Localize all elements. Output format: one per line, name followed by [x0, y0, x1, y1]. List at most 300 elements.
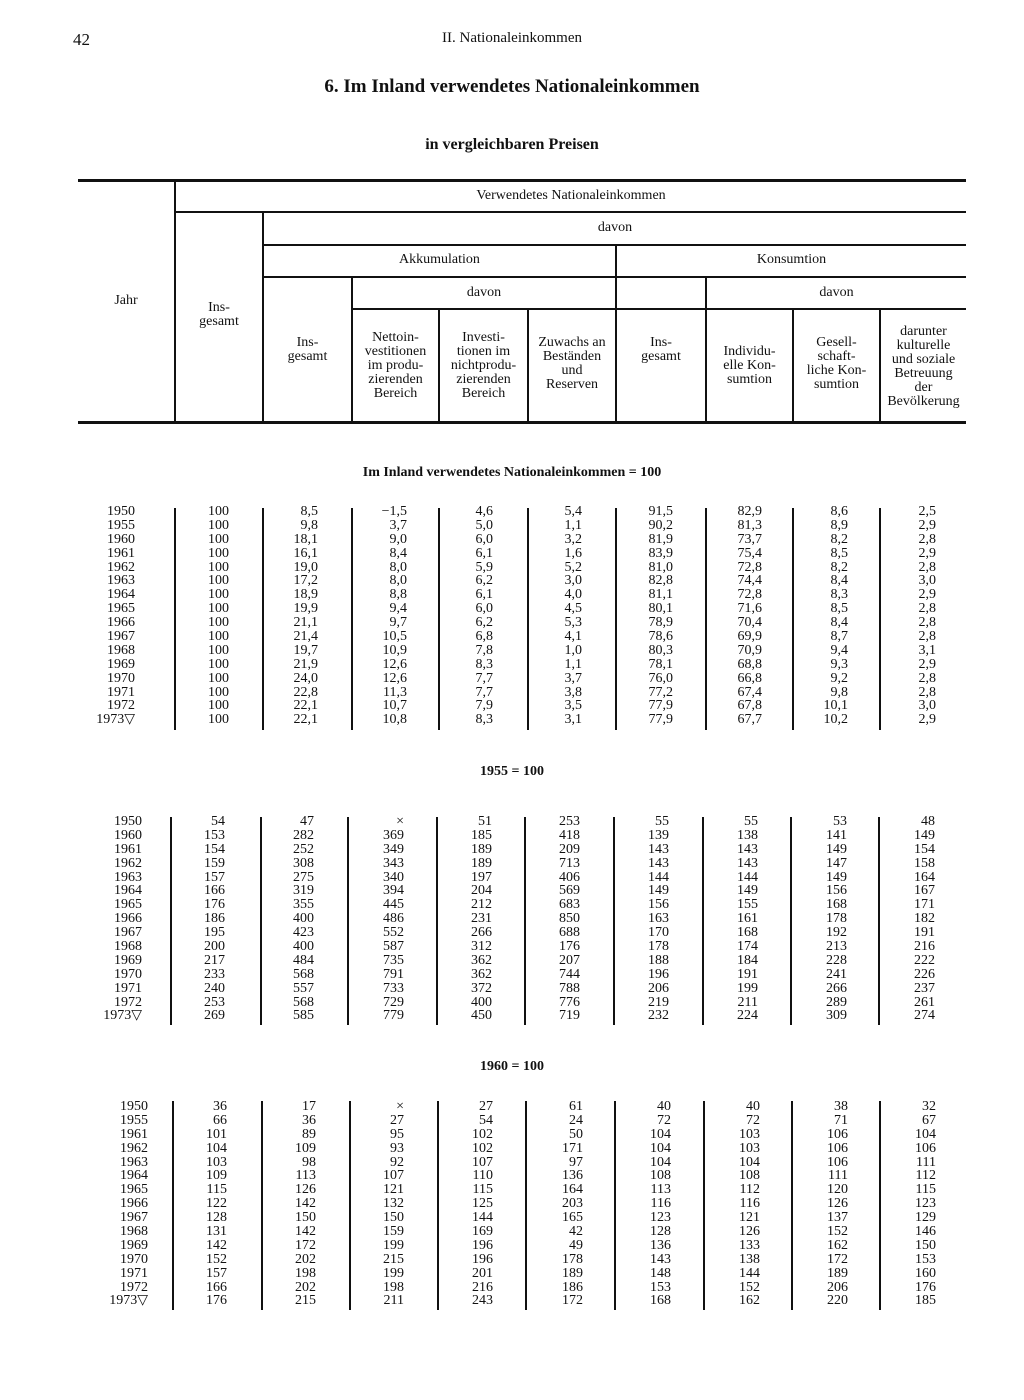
table-cell: 5,9 — [475, 559, 493, 575]
table-cell: 74,4 — [737, 573, 762, 589]
table-cell: 10,8 — [382, 712, 407, 728]
year-cell: 1955 — [120, 1112, 148, 1128]
table-cell: 253 — [559, 814, 580, 829]
table-cell: 149 — [826, 841, 847, 857]
table-cell: 100 — [208, 517, 229, 533]
table-cell: 104 — [206, 1140, 227, 1156]
year-cell: 1967 — [120, 1210, 148, 1226]
table-cell: 111 — [828, 1168, 848, 1184]
table-cell: 5,2 — [564, 559, 582, 575]
table-cell: 355 — [293, 897, 314, 913]
table-cell: 93 — [390, 1140, 404, 1156]
table-cell: 102 — [472, 1140, 493, 1156]
year-cell: 1967 — [114, 925, 142, 941]
year-cell: 1965 — [107, 601, 135, 617]
table-cell: 77,9 — [648, 698, 673, 714]
table-cell: 2,8 — [918, 615, 936, 631]
table-cell: 70,9 — [737, 642, 762, 658]
table-cell: 122 — [206, 1196, 227, 1212]
table-cell: 18,9 — [293, 587, 318, 603]
table-cell: 70,4 — [737, 615, 762, 631]
table-cell: 349 — [383, 841, 404, 857]
table-cell: 107 — [383, 1168, 404, 1184]
table-cell: 220 — [827, 1293, 848, 1309]
table-cell: 423 — [293, 925, 314, 941]
table-cell: 76,0 — [648, 670, 673, 686]
year-cell: 1966 — [120, 1196, 148, 1212]
table-cell: 100 — [208, 670, 229, 686]
table-cell: 157 — [204, 869, 225, 885]
header-darunter: darunter kulturelle und soziale Betreuung der Bevölkerung — [887, 324, 960, 409]
table-cell: 54 — [211, 814, 225, 829]
table-cell: 48 — [921, 814, 935, 829]
year-column — [88, 1100, 148, 1308]
table-cell: 776 — [559, 994, 580, 1010]
table-cell: 136 — [562, 1168, 583, 1184]
table-cell: 27 — [390, 1112, 404, 1128]
table-cell: 203 — [562, 1196, 583, 1212]
table-cell: 289 — [826, 994, 847, 1010]
table-cell: 81,1 — [648, 587, 673, 603]
year-cell: 1963 — [120, 1154, 148, 1170]
table-cell: 2,9 — [918, 656, 936, 672]
kulturelle-column — [876, 505, 936, 727]
table-cell: 100 — [208, 573, 229, 589]
table-cell: 22,1 — [293, 698, 318, 714]
table-cell: 9,0 — [389, 531, 407, 547]
table-cell: 176 — [915, 1279, 936, 1295]
table-cell: 80,3 — [648, 642, 673, 658]
table-cell: 69,9 — [737, 629, 762, 645]
table-cell: 791 — [383, 966, 404, 982]
table-cell: 77,2 — [648, 684, 673, 700]
year-cell: 1950 — [107, 504, 135, 519]
table-cell: 161 — [737, 911, 758, 927]
table-cell: 8,9 — [830, 517, 848, 533]
header-insgesamt-kons: Ins- gesamt — [641, 335, 681, 364]
table-cell: 109 — [206, 1168, 227, 1184]
table-cell: 98 — [302, 1154, 316, 1170]
table-cell: 152 — [206, 1251, 227, 1267]
table-cell: 1,1 — [564, 656, 582, 672]
table-cell: 199 — [383, 1237, 404, 1253]
year-cell: 1970 — [107, 670, 135, 686]
table-cell: 176 — [559, 939, 580, 955]
table-cell: 217 — [204, 952, 225, 968]
table-cell: 729 — [383, 994, 404, 1010]
table-cell: 66,8 — [737, 670, 762, 686]
table-cell: 191 — [737, 966, 758, 982]
table-cell: 50 — [569, 1126, 583, 1142]
table-cell: 104 — [650, 1126, 671, 1142]
header-nettoinvestitionen: Nettoin- vestitionen im produ- zierenden Bereich — [364, 330, 427, 401]
table-cell: 100 — [208, 531, 229, 547]
table-cell: 168 — [737, 925, 758, 941]
table-cell: 121 — [383, 1182, 404, 1198]
table-cell: 568 — [293, 994, 314, 1010]
table-cell: 153 — [204, 827, 225, 843]
table-cell: 201 — [472, 1265, 493, 1281]
table-cell: 149 — [914, 827, 935, 843]
table-cell: 9,7 — [389, 615, 407, 631]
table-cell: 8,4 — [830, 615, 848, 631]
table-cell: 11,3 — [383, 684, 407, 700]
table-cell: 2,9 — [918, 712, 936, 728]
header-rule-davon-sub — [352, 308, 966, 310]
table-cell: 36 — [213, 1099, 227, 1114]
table-cell: 67,4 — [737, 684, 762, 700]
table-cell: 148 — [650, 1265, 671, 1281]
table-cell: 112 — [739, 1182, 760, 1198]
table-cell: 196 — [472, 1237, 493, 1253]
table-cell: 8,5 — [830, 545, 848, 561]
individuelle-column — [700, 1100, 760, 1308]
table-cell: 400 — [471, 994, 492, 1010]
table-cell: 108 — [650, 1168, 671, 1184]
table-cell: 154 — [204, 841, 225, 857]
year-cell: 1961 — [120, 1126, 148, 1142]
table-cell: 206 — [648, 980, 669, 996]
table-cell: 199 — [737, 980, 758, 996]
table-cell: 369 — [383, 827, 404, 843]
year-cell: 1968 — [114, 939, 142, 955]
nettoinvestitionen-column — [344, 815, 404, 1023]
table-cell: 1,6 — [564, 545, 582, 561]
year-cell: 1962 — [107, 559, 135, 575]
section-title-1955: 1955 = 100 — [480, 764, 544, 779]
year-column — [82, 815, 142, 1023]
table-cell: 197 — [471, 869, 492, 885]
table-cell: 97 — [569, 1154, 583, 1170]
table-cell: 77,9 — [648, 712, 673, 728]
table-cell: 132 — [383, 1196, 404, 1212]
table-cell: 24,0 — [293, 670, 318, 686]
table-cell: 196 — [648, 966, 669, 982]
table-cell: 4,5 — [564, 601, 582, 617]
table-cell: 243 — [472, 1293, 493, 1309]
table-cell: 38 — [834, 1099, 848, 1114]
table-cell: 237 — [914, 980, 935, 996]
table-cell: 101 — [206, 1126, 227, 1142]
table-cell: 3,0 — [564, 573, 582, 589]
table-cell: 713 — [559, 855, 580, 871]
table-cell: 72 — [746, 1112, 760, 1128]
table-cell: 67,7 — [737, 712, 762, 728]
individuelle-column — [698, 815, 758, 1023]
table-cell: 207 — [559, 952, 580, 968]
table-cell: 266 — [471, 925, 492, 941]
table-cell: 137 — [827, 1210, 848, 1226]
table-cell: 91,5 — [648, 504, 673, 519]
kons-insgesamt-column — [611, 1100, 671, 1308]
table-cell: 226 — [914, 966, 935, 982]
table-cell: 9,4 — [389, 601, 407, 617]
table-cell: 282 — [293, 827, 314, 843]
table-cell: 8,0 — [389, 559, 407, 575]
table-cell: 128 — [206, 1210, 227, 1226]
table-cell: 100 — [208, 712, 229, 728]
table-cell: 103 — [206, 1154, 227, 1170]
table-cell: 219 — [648, 994, 669, 1010]
table-cell: 8,7 — [830, 629, 848, 645]
year-cell: 1973▽ — [103, 1008, 142, 1024]
year-cell: 1961 — [107, 545, 135, 561]
table-cell: 100 — [208, 504, 229, 519]
table-cell: 585 — [293, 1008, 314, 1024]
page-number: 42 — [73, 30, 90, 49]
table-cell: 157 — [206, 1265, 227, 1281]
table-cell: 16,1 — [293, 545, 318, 561]
table-cell: 19,7 — [293, 642, 318, 658]
table-cell: 189 — [471, 855, 492, 871]
table-cell: 9,2 — [830, 670, 848, 686]
table-cell: 1,1 — [564, 517, 582, 533]
table-cell: 587 — [383, 939, 404, 955]
table-cell: 2,9 — [918, 545, 936, 561]
table-cell: 142 — [206, 1237, 227, 1253]
table-cell: 171 — [562, 1140, 583, 1156]
table-cell: 78,9 — [648, 615, 673, 631]
table-cell: 54 — [479, 1112, 493, 1128]
year-cell: 1950 — [114, 814, 142, 829]
table-cell: 165 — [562, 1210, 583, 1226]
table-cell: 7,8 — [475, 642, 493, 658]
table-cell: 159 — [204, 855, 225, 871]
table-cell: 154 — [914, 841, 935, 857]
table-cell: 152 — [739, 1279, 760, 1295]
header-insgesamt-akk: Ins- gesamt — [287, 335, 328, 364]
table-cell: 6,1 — [475, 545, 493, 561]
table-cell: 486 — [383, 911, 404, 927]
table-cell: 309 — [826, 1008, 847, 1024]
table-cell: 53 — [833, 814, 847, 829]
table-cell: 362 — [471, 966, 492, 982]
table-cell: 198 — [383, 1279, 404, 1295]
table-cell: 143 — [648, 841, 669, 857]
table-cell: 100 — [208, 684, 229, 700]
table-cell: 176 — [204, 897, 225, 913]
table-cell: 312 — [471, 939, 492, 955]
table-cell: 9,4 — [830, 642, 848, 658]
table-cell: 450 — [471, 1008, 492, 1024]
table-cell: 142 — [295, 1224, 316, 1240]
table-cell: 100 — [208, 698, 229, 714]
table-cell: 144 — [737, 869, 758, 885]
year-cell: 1972 — [120, 1279, 148, 1295]
table-cell: 156 — [826, 883, 847, 899]
table-cell: 231 — [471, 911, 492, 927]
table-cell: 8,6 — [830, 504, 848, 519]
table-cell: 75,4 — [737, 545, 762, 561]
insgesamt-column — [167, 1100, 227, 1308]
table-cell: 552 — [383, 925, 404, 941]
table-cell: 192 — [826, 925, 847, 941]
table-cell: 49 — [569, 1237, 583, 1253]
table-cell: 228 — [826, 952, 847, 968]
table-cell: 83,9 — [648, 545, 673, 561]
table-cell: 131 — [206, 1224, 227, 1240]
table-cell: 100 — [208, 601, 229, 617]
table-cell: 735 — [383, 952, 404, 968]
investitionen-column — [432, 815, 492, 1023]
table-cell: 21,9 — [293, 656, 318, 672]
table-cell: 241 — [826, 966, 847, 982]
table-cell: 406 — [559, 869, 580, 885]
nettoinvestitionen-column — [347, 505, 407, 727]
table-cell: 10,2 — [823, 712, 848, 728]
table-cell: 125 — [472, 1196, 493, 1212]
table-cell: 133 — [739, 1237, 760, 1253]
table-cell: 126 — [739, 1224, 760, 1240]
table-cell: 19,0 — [293, 559, 318, 575]
table-cell: 178 — [826, 911, 847, 927]
table-cell: 6,0 — [475, 601, 493, 617]
header-akkumulation: Akkumulation — [399, 252, 480, 267]
year-cell: 1965 — [120, 1182, 148, 1198]
table-cell: 167 — [914, 883, 935, 899]
table-cell: 12,6 — [382, 670, 407, 686]
table-cell: 215 — [295, 1293, 316, 1309]
table-cell: 195 — [204, 925, 225, 941]
table-cell: 144 — [648, 869, 669, 885]
table-cell: 779 — [383, 1008, 404, 1024]
table-cell: 120 — [827, 1182, 848, 1198]
year-cell: 1973▽ — [96, 712, 135, 728]
insgesamt-column — [165, 815, 225, 1023]
table-cell: 557 — [293, 980, 314, 996]
table-cell: 7,7 — [475, 670, 493, 686]
table-subtitle: in vergleichbaren Preisen — [425, 136, 599, 153]
nettoinvestitionen-column — [344, 1100, 404, 1308]
header-vrule — [262, 212, 264, 421]
table-cell: 362 — [471, 952, 492, 968]
year-cell: 1970 — [114, 966, 142, 982]
year-cell: 1966 — [114, 911, 142, 927]
table-cell: 106 — [827, 1154, 848, 1170]
table-cell: 308 — [293, 855, 314, 871]
table-cell: 142 — [295, 1196, 316, 1212]
table-cell: 211 — [383, 1293, 404, 1309]
table-cell: 143 — [737, 855, 758, 871]
year-cell: 1969 — [107, 656, 135, 672]
table-cell: 683 — [559, 897, 580, 913]
kulturelle-column — [875, 815, 935, 1023]
table-cell: 2,8 — [918, 629, 936, 645]
year-cell: 1963 — [107, 573, 135, 589]
table-cell: 143 — [737, 841, 758, 857]
table-cell: × — [396, 1099, 404, 1114]
table-cell: 3,1 — [564, 712, 582, 728]
table-cell: 8,0 — [389, 573, 407, 589]
table-cell: 150 — [295, 1210, 316, 1226]
table-cell: 82,8 — [648, 573, 673, 589]
table-cell: 3,7 — [389, 517, 407, 533]
table-cell: 484 — [293, 952, 314, 968]
table-cell: 78,1 — [648, 656, 673, 672]
table-cell: 3,0 — [918, 573, 936, 589]
table-cell: 274 — [914, 1008, 935, 1024]
year-cell: 1962 — [120, 1140, 148, 1156]
table-cell: 116 — [650, 1196, 671, 1212]
table-cell: 143 — [650, 1251, 671, 1267]
table-cell: 21,4 — [293, 629, 318, 645]
table-cell: 100 — [208, 559, 229, 575]
year-cell: 1964 — [107, 587, 135, 603]
table-cell: 5,4 — [564, 504, 582, 519]
table-cell: 8,3 — [475, 656, 493, 672]
table-cell: 149 — [648, 883, 669, 899]
year-cell: 1960 — [107, 531, 135, 547]
zuwachs-column — [522, 505, 582, 727]
header-jahr: Jahr — [114, 293, 138, 308]
kons-insgesamt-column — [609, 815, 669, 1023]
table-cell: 8,8 — [389, 587, 407, 603]
year-cell: 1962 — [114, 855, 142, 871]
table-cell: 47 — [300, 814, 314, 829]
table-cell: 5,3 — [564, 615, 582, 631]
table-cell: 100 — [208, 629, 229, 645]
table-cell: 445 — [383, 897, 404, 913]
table-cell: 108 — [739, 1168, 760, 1184]
table-cell: 569 — [559, 883, 580, 899]
table-cell: 112 — [915, 1168, 936, 1184]
table-cell: 3,2 — [564, 531, 582, 547]
table-cell: 100 — [208, 587, 229, 603]
table-cell: 3,8 — [564, 684, 582, 700]
table-cell: 9,8 — [300, 517, 318, 533]
table-cell: 67 — [922, 1112, 936, 1128]
table-cell: 115 — [472, 1182, 493, 1198]
table-cell: 232 — [648, 1008, 669, 1024]
table-cell: 6,1 — [475, 587, 493, 603]
table-cell: 202 — [295, 1279, 316, 1295]
table-cell: 10,7 — [382, 698, 407, 714]
table-cell: 178 — [648, 939, 669, 955]
gesellschaftliche-column — [788, 505, 848, 727]
kulturelle-column — [876, 1100, 936, 1308]
table-cell: 126 — [295, 1182, 316, 1198]
year-cell: 1960 — [114, 827, 142, 843]
table-cell: 68,8 — [737, 656, 762, 672]
table-cell: 146 — [915, 1224, 936, 1240]
gesellschaftliche-column — [787, 815, 847, 1023]
table-cell: 189 — [827, 1265, 848, 1281]
table-cell: 216 — [914, 939, 935, 955]
table-cell: 2,5 — [918, 504, 936, 519]
table-cell: 103 — [739, 1126, 760, 1142]
table-cell: 72,8 — [737, 587, 762, 603]
zuwachs-column — [523, 1100, 583, 1308]
table-cell: −1,5 — [381, 504, 407, 519]
table-cell: 153 — [650, 1279, 671, 1295]
table-cell: 6,8 — [475, 629, 493, 645]
table-cell: 72,8 — [737, 559, 762, 575]
table-cell: 164 — [562, 1182, 583, 1198]
table-cell: 113 — [295, 1168, 316, 1184]
header-rule-verwendetes — [175, 211, 966, 213]
table-cell: 12,6 — [382, 656, 407, 672]
table-cell: 81,9 — [648, 531, 673, 547]
year-cell: 1966 — [107, 615, 135, 631]
table-cell: 10,1 — [823, 698, 848, 714]
header-gesellschaftliche: Gesell- schaft- liche Kon- sumtion — [806, 335, 867, 392]
table-cell: 172 — [562, 1293, 583, 1309]
table-cell: 106 — [827, 1140, 848, 1156]
table-cell: 136 — [650, 1237, 671, 1253]
table-cell: 343 — [383, 855, 404, 871]
header-insgesamt-total: Ins- gesamt — [199, 300, 239, 329]
table-cell: 159 — [383, 1224, 404, 1240]
